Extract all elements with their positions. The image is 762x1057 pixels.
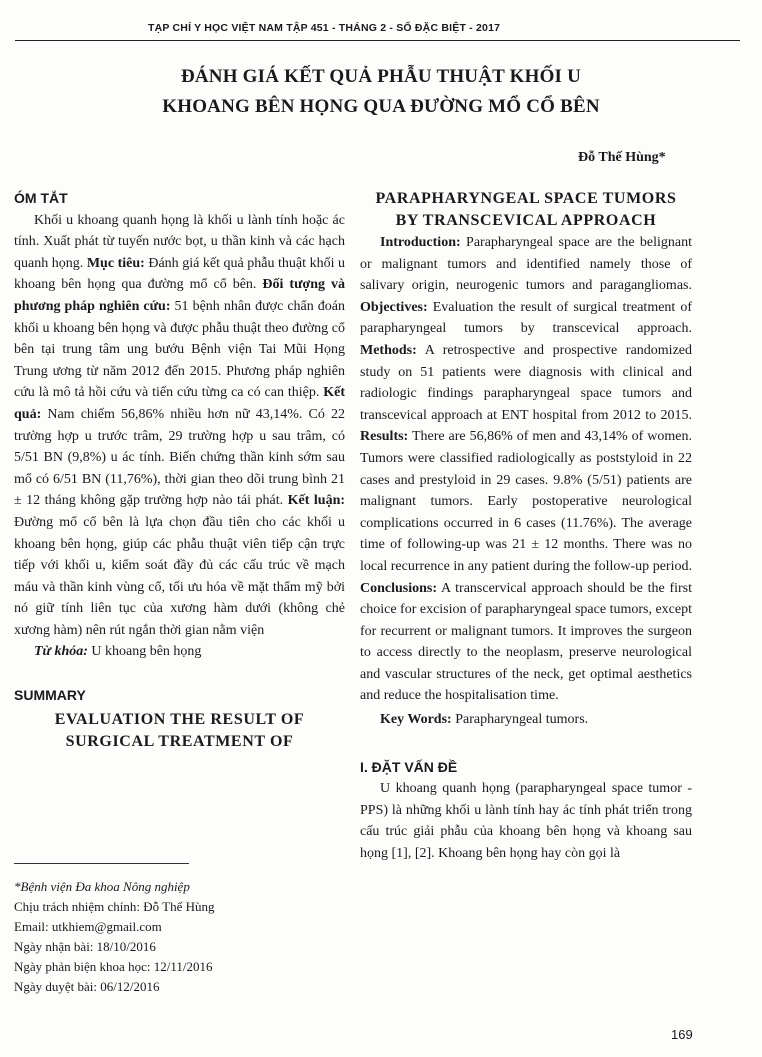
objectives-label: Objectives:: [360, 299, 428, 315]
footnote-received: Ngày nhận bài: 18/10/2016: [14, 939, 156, 954]
keywords-en-text: Parapharyngeal tumors.: [455, 712, 589, 728]
footnotes: [14, 877, 344, 997]
abstract-en-body: [360, 232, 692, 707]
introduction-text: Parapharyngeal space are the belignant or malignant tumors and identified namely those of salivary origin, neurogenic tumors and paragangliomas.: [360, 235, 693, 294]
keywords-vi-label: Từ khóa:: [34, 644, 88, 660]
author: Đỗ Thế Hùng*: [578, 150, 666, 165]
footnote-reviewed: Ngày phản biện khoa học: 12/11/2016: [14, 959, 213, 974]
introduction-label: Introduction:: [380, 235, 461, 250]
summary-vi-lead: Khối u khoang quanh họng là khối u lành tính hoặc ác tính. Xuất phát từ tuyến nước bọt, u thần kinh và các hạch quanh họng.: [14, 212, 345, 271]
result-text: Nam chiếm 56,86% nhiều hơn nữ 43,14%. Có 22 trường hợp u trước trâm, 29 trường hợp u sau trâm, có 5/51 BN (9,8%) u ác tính. Biến chứng thần kinh sớm sau mổ có 6/51 BN (11,76%), thời gian theo dõi trung bình 21 ± 12 tháng không gặp trường hợp nào tái phát.: [14, 406, 345, 509]
abstract-en-title-line1: PARAPHARYNGEAL SPACE TUMORS: [375, 190, 677, 207]
footnote-accepted: Ngày duyệt bài: 06/12/2016: [14, 979, 160, 994]
results-text: There are 56,86% of men and 43,14% of women. Tumors were classified radiologically as poststyloid in 22 cases and prestyloid in 29 cases. 9.8% (5/51) patients are malignant tumors. Early postoperative neurological complications occurred in 6 cases (11.76%). The average time of following-up was 21 ± 12 months. There was no local recurrence in any patient during the follow-up period.: [360, 429, 692, 574]
summary-en-heading: SUMMARY: [14, 687, 86, 704]
methods-label: Methods:: [360, 342, 417, 358]
right-column: [360, 188, 692, 865]
objective-label: Mục tiêu:: [86, 255, 145, 271]
summary-en-title-line2: SURGICAL TREATMENT OF: [65, 732, 294, 750]
method-label: Đối tượng và phương pháp nghiên cứu:: [14, 277, 346, 314]
keywords-en: [360, 709, 692, 731]
conclusions-text: A transcervical approach should be the first choice for excision of parapharyngeal space tumors, except for recurrent or malignant tumors. It improves the surgeon to access directly to the neoplasm, preserve neurological and vascular structures of the neck, get optimal aesthetics and reduce the hospitalisation time.: [360, 580, 692, 704]
footnote-rule: [14, 863, 189, 864]
results-label: Results:: [360, 429, 409, 445]
header-rule: [15, 40, 740, 41]
intro-heading: I. ĐẶT VẤN ĐỀ: [360, 758, 458, 775]
page-number: 169: [671, 1027, 693, 1042]
keywords-vi: [14, 641, 345, 663]
conclusion-text: Đường mổ cổ bên là lựa chọn đầu tiên cho các khối u khoang bên họng, giúp các phẫu thuật viên tiếp cận trực tiếp với khối u, kiểm soát đầy đủ các cấu trúc về mạch máu và thần kinh vùng cổ, tối ưu hóa về mặt thẩm mỹ bởi nó giữ tính liên tục của xương hàm dưới (không chẻ xương hàm) nên rút ngắn thời gian nằm viện: [14, 514, 345, 638]
footnote-affiliation: *Bệnh viện Đa khoa Nông nghiệp: [14, 879, 190, 894]
footnote-email: Email: utkhiem@gmail.com: [14, 919, 162, 934]
method-text: 51 bệnh nhân được chẩn đoán khối u khoang bên họng và được phẫu thuật theo đường cổ bên tại trung tâm ung bướu Bệnh viện Tai Mũi Họng Trung ương từ năm 2012 đến 2015. Phương pháp nghiên cứu là mô tả hồi cứu và tiến cứu từng ca có can thiệp.: [14, 298, 345, 401]
summary-vi-body: [14, 210, 345, 642]
article-title-line2: KHOANG BÊN HỌNG QUA ĐƯỜNG MỔ CỔ BÊN: [162, 96, 600, 117]
left-column: [14, 188, 345, 753]
keywords-en-label: Key Words:: [380, 712, 452, 728]
abstract-en-title-line2: BY TRANSCEVICAL APPROACH: [395, 212, 657, 229]
methods-text: A retrospective and prospective randomized study on 51 patients were diagnosis with clinical and radiologic findings parapharyngeal space tumors and transcevical approach at ENT hospital from 2012 to 2015.: [360, 342, 692, 423]
intro-text: U khoang quanh họng (parapharyngeal space tumor - PPS) là những khối u lành tính hay ác tính phát triển trong cấu trúc giải phẫu của khoang bên họng và khoang sau họng [1], [2]. Khoang bên họng hay còn gọi là: [360, 781, 692, 862]
summary-en-title-line1: EVALUATION THE RESULT OF: [54, 710, 305, 728]
objectives-text: Evaluation the result of surgical treatment of parapharyngeal tumors by transcevical approach.: [360, 299, 693, 337]
conclusion-label: Kết luận:: [287, 493, 346, 509]
summary-vi-heading: ÓM TẮT: [14, 190, 68, 206]
result-label: Kết quả:: [14, 385, 346, 422]
article-title-line1: ĐÁNH GIÁ KẾT QUẢ PHẪU THUẬT KHỐI U: [180, 66, 582, 87]
footnote-responsible: Chịu trách nhiệm chính: Đỗ Thế Hùng: [14, 899, 215, 914]
conclusions-label: Conclusions:: [360, 580, 438, 596]
journal-header: TẠP CHÍ Y HỌC VIỆT NAM TẬP 451 - THÁNG 2 - SỐ ĐẶC BIỆT - 2017: [148, 22, 501, 34]
objective-text: Đánh giá kết quả phẫu thuật khối u khoang bên họng qua đường mổ cổ bên.: [14, 255, 346, 293]
keywords-vi-text: U khoang bên họng: [91, 644, 202, 660]
